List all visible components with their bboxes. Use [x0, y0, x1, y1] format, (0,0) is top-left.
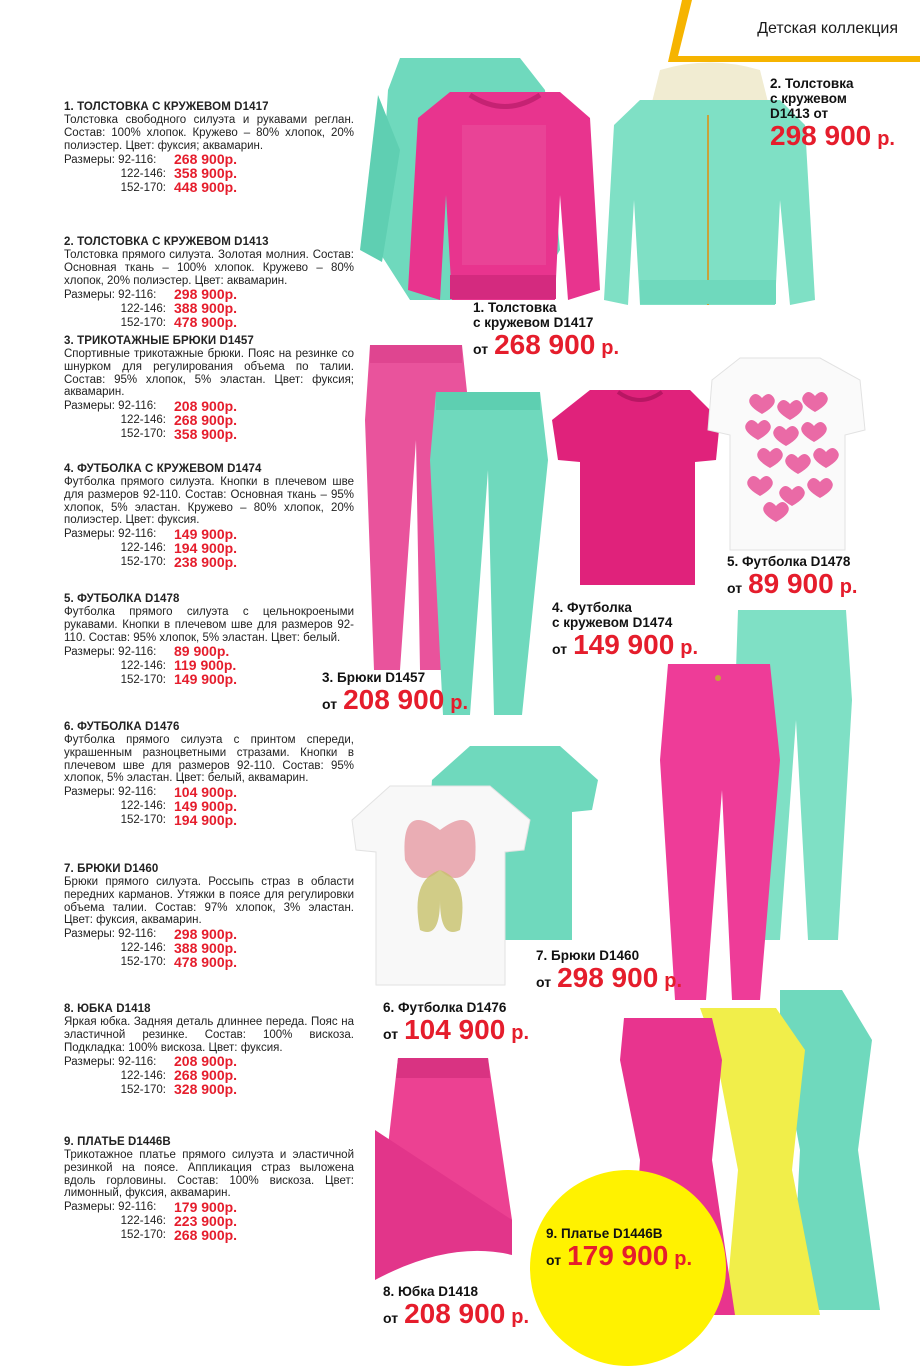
- caption-price: 208 900: [404, 1298, 506, 1329]
- size-label: Размеры: 92-116:: [64, 288, 157, 301]
- size-label: 152-170:: [120, 814, 166, 827]
- caption-price-row: [770, 121, 895, 151]
- size-price: 268 900р.: [174, 412, 238, 429]
- size-price: 149 900р.: [174, 671, 238, 688]
- caption-price: 298 900: [557, 962, 659, 993]
- caption-price-row: [322, 685, 468, 715]
- size-label: 122-146:: [120, 542, 166, 555]
- size-label: 152-170:: [120, 1229, 166, 1242]
- size-price: 179 900р.: [174, 1199, 238, 1216]
- size-label: 152-170:: [120, 1083, 166, 1096]
- size-price: 268 900р.: [174, 1067, 238, 1084]
- size-price: 149 900р.: [174, 798, 238, 815]
- size-label: 152-170:: [120, 673, 166, 686]
- size-label: 122-146:: [120, 1069, 166, 1082]
- size-price: 298 900р.: [174, 286, 238, 303]
- caption-price: 149 900: [573, 629, 675, 660]
- size-price: 238 900р.: [174, 554, 238, 571]
- size-label: Размеры: 92-116:: [64, 1055, 157, 1068]
- size-label: 152-170:: [120, 956, 166, 969]
- product-title: 2. ТОЛСТОВКА С КРУЖЕВОМ D1413: [64, 236, 269, 248]
- size-price: 208 900р.: [174, 398, 238, 415]
- caption-currency: р.: [450, 692, 469, 714]
- caption-name-line: 5. Футболка D1478: [727, 554, 851, 569]
- size-price: 89 900р.: [174, 643, 230, 660]
- product-text: Брюки прямого силуэта. Россыпь страз в области передних карманов. Утяжки в поясе для регулировки объема талии. Состав: 97% хлопок, 3% эластан. Цвет: фуксия, аквамарин.: [64, 876, 354, 927]
- caption-price-row: [383, 1015, 529, 1045]
- size-label: 152-170:: [120, 428, 166, 441]
- caption-price-row: [383, 1299, 529, 1329]
- size-label: 122-146:: [120, 302, 166, 315]
- product-title: 7. БРЮКИ D1460: [64, 863, 159, 875]
- caption-name-line: с кружевом D1474: [552, 615, 673, 630]
- size-label: 122-146:: [120, 942, 166, 955]
- size-price: 388 900р.: [174, 300, 238, 317]
- size-price: 478 900р.: [174, 314, 238, 331]
- size-label: Размеры: 92-116:: [64, 786, 157, 799]
- product-title: 9. ПЛАТЬЕ D1446B: [64, 1136, 171, 1148]
- size-label: 122-146:: [120, 800, 166, 813]
- caption-currency: р.: [674, 1248, 693, 1270]
- size-price: 208 900р.: [174, 1053, 238, 1070]
- sweatshirt-fuchsia-image: [408, 92, 600, 300]
- caption-name-line: 1. Толстовка: [473, 300, 557, 315]
- caption-currency: р.: [511, 1306, 530, 1328]
- caption-from: от: [552, 641, 568, 657]
- tshirt-fuchsia-lace-image: [552, 390, 720, 585]
- product-title: 5. ФУТБОЛКА D1478: [64, 593, 180, 605]
- caption-price-row: [546, 1241, 692, 1271]
- product-text: Толстовка свободного силуэта и рукавами реглан. Состав: 100% хлопок. Кружево – 80% хлопок, 20% полиэстер. Цвет: фуксия; аквамарин.: [64, 114, 354, 152]
- caption-price: 89 900: [748, 568, 834, 599]
- product-text: Яркая юбка. Задняя деталь длиннее переда. Пояс на эластичной резинке. Состав: 100% вискоза. Подкладка: 100% вискоза. Цвет: фуксия.: [64, 1016, 354, 1054]
- price-caption: [473, 300, 619, 360]
- caption-currency: р.: [839, 576, 858, 598]
- size-label: Размеры: 92-116:: [64, 1201, 157, 1214]
- caption-currency: р.: [680, 637, 699, 659]
- size-label: 122-146:: [120, 1215, 166, 1228]
- caption-name-line: с кружевом: [770, 91, 847, 106]
- product-text: Толстовка прямого силуэта. Золотая молния. Состав: Основная ткань – 100% хлопок. Кружево – 80% хлопок, 20% полиэстер. Цвет: аквамарин.: [64, 249, 354, 287]
- size-price: 328 900р.: [174, 1081, 238, 1098]
- size-price: 358 900р.: [174, 165, 238, 182]
- product-title: 6. ФУТБОЛКА D1476: [64, 721, 180, 733]
- caption-price-row: [536, 963, 682, 993]
- size-label: Размеры: 92-116:: [64, 153, 157, 166]
- price-caption: [546, 1226, 692, 1271]
- caption-from: от: [383, 1310, 399, 1326]
- size-price: 119 900р.: [174, 657, 237, 674]
- caption-currency: р.: [511, 1022, 530, 1044]
- size-label: Размеры: 92-116:: [64, 928, 157, 941]
- skirt-fuchsia-image: [375, 1058, 512, 1280]
- caption-price: 298 900: [770, 120, 872, 151]
- trousers-aquamarine-image: [430, 392, 548, 715]
- tshirt-white-butterfly-image: [352, 786, 530, 985]
- size-label: 152-170:: [120, 556, 166, 569]
- size-price: 358 900р.: [174, 426, 238, 443]
- size-label: Размеры: 92-116:: [64, 400, 157, 413]
- price-caption: [383, 1000, 529, 1045]
- caption-price-row: [552, 630, 698, 660]
- caption-price: 179 900: [567, 1240, 669, 1271]
- caption-name-line: D1413 от: [770, 106, 829, 121]
- tshirt-white-hearts-image: [708, 358, 865, 550]
- product-title: 3. ТРИКОТАЖНЫЕ БРЮКИ D1457: [64, 335, 254, 347]
- product-title: 8. ЮБКА D1418: [64, 1003, 151, 1015]
- caption-name-line: 4. Футболка: [552, 600, 632, 615]
- size-price: 268 900р.: [174, 151, 238, 168]
- caption-from: от: [322, 696, 338, 712]
- size-price: 268 900р.: [174, 1227, 238, 1244]
- size-label: 152-170:: [120, 181, 166, 194]
- caption-price: 208 900: [343, 684, 445, 715]
- caption-name-line: 2. Толстовка: [770, 76, 854, 91]
- size-price: 194 900р.: [174, 812, 238, 829]
- size-label: 122-146:: [120, 167, 166, 180]
- caption-name-line: 7. Брюки D1460: [536, 948, 640, 963]
- caption-from: от: [727, 580, 743, 596]
- caption-name-line: 6. Футболка D1476: [383, 1000, 507, 1015]
- caption-from: от: [536, 974, 552, 990]
- size-price: 448 900р.: [174, 179, 238, 196]
- caption-price: 268 900: [494, 329, 596, 360]
- product-text: Футболка прямого силуэта. Кнопки в плечевом шве для размеров 92-110. Состав: Основная ткань – 95% хлопок, 5% эластан. Кружево – 80% хлопок, 20% полиэстер. Цвет: фуксия.: [64, 476, 354, 527]
- product-text: Трикотажное платье прямого силуэта и эластичной резинкой на поясе. Аппликация страз выложена вдоль горловины. Состав: 100% вискоза. Цвет: лимонный, фуксия, аквамарин.: [64, 1149, 354, 1200]
- size-price: 478 900р.: [174, 954, 238, 971]
- size-price: 149 900р.: [174, 526, 238, 543]
- product-title: 1. ТОЛСТОВКА С КРУЖЕВОМ D1417: [64, 101, 269, 113]
- product-text: Футболка прямого силуэта с принтом спереди, украшенным разноцветными стразами. Кнопки в плечевом шве для размеров 92-110. Состав: 95% хлопок, 5% эластан. Цвет: белый, аквамарин.: [64, 734, 354, 785]
- price-caption: [727, 554, 857, 599]
- size-price: 388 900р.: [174, 940, 238, 957]
- caption-name-line: 8. Юбка D1418: [383, 1284, 479, 1299]
- size-label: 122-146:: [120, 414, 166, 427]
- size-price: 104 900р.: [174, 784, 238, 801]
- caption-name-line: с кружевом D1417: [473, 315, 594, 330]
- price-caption: [552, 600, 698, 660]
- caption-currency: р.: [877, 128, 895, 150]
- size-label: 152-170:: [120, 316, 166, 329]
- caption-from: от: [383, 1026, 399, 1042]
- product-text: Спортивные трикотажные брюки. Пояс на резинке со шнурком для регулирования объема по талии. Состав: 95% хлопок, 5% эластан. Цвет: фуксия; аквамарин.: [64, 348, 354, 399]
- size-label: 122-146:: [120, 659, 166, 672]
- caption-currency: р.: [664, 970, 683, 992]
- price-caption: [536, 948, 682, 993]
- product-text: Футболка прямого силуэта с цельнокроеными рукавами. Кнопки в плечевом шве для размеров 92-110. Состав: 95% хлопок, 5% эластан. Цвет: белый.: [64, 606, 354, 644]
- size-label: Размеры: 92-116:: [64, 528, 157, 541]
- caption-from: от: [473, 341, 489, 357]
- size-price: 194 900р.: [174, 540, 238, 557]
- caption-price-row: [727, 569, 857, 599]
- size-price: 298 900р.: [174, 926, 238, 943]
- caption-name-line: 3. Брюки D1457: [322, 670, 426, 685]
- price-caption: [322, 670, 468, 715]
- size-label: Размеры: 92-116:: [64, 645, 157, 658]
- caption-name-line: 9. Платье D1446B: [546, 1226, 663, 1241]
- price-caption: [383, 1284, 529, 1329]
- caption-from: от: [546, 1252, 562, 1268]
- product-title: 4. ФУТБОЛКА С КРУЖЕВОМ D1474: [64, 463, 262, 475]
- caption-currency: р.: [601, 337, 620, 359]
- size-price: 223 900р.: [174, 1213, 238, 1230]
- price-caption: [770, 76, 895, 151]
- caption-price: 104 900: [404, 1014, 506, 1045]
- caption-price-row: [473, 330, 619, 360]
- section-title: Детская коллекция: [757, 20, 898, 37]
